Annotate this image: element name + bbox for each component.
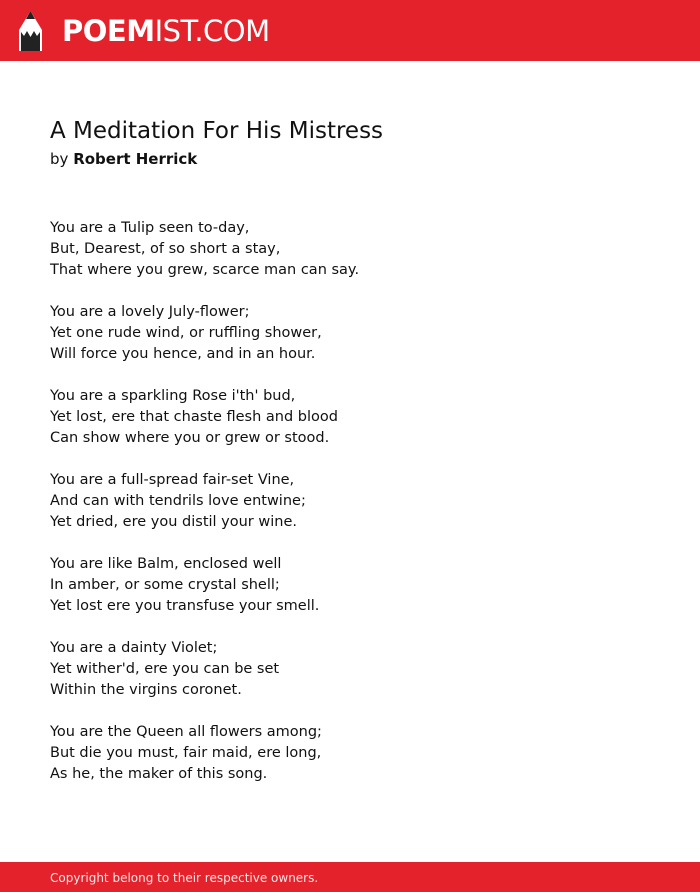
poem-line: In amber, or some crystal shell; — [50, 577, 280, 593]
poem-line: But, Dearest, of so short a stay, — [50, 241, 281, 257]
poem-line: Within the virgins coronet. — [50, 682, 242, 698]
poem-line: Will force you hence, and in an hour. — [50, 346, 316, 362]
by-label: by — [50, 150, 69, 168]
poem-line: You are a sparkling Rose i'th' bud, — [50, 388, 296, 404]
logo-light-text: IST.COM — [154, 14, 270, 48]
stanza — [50, 470, 650, 533]
poem-line: As he, the maker of this song. — [50, 766, 268, 782]
poem-line: Can show where you or grew or stood. — [50, 430, 330, 446]
poem-line: But die you must, fair maid, ere long, — [50, 745, 322, 761]
poem-body — [50, 218, 650, 806]
stanza — [50, 386, 650, 449]
stanza — [50, 218, 650, 281]
copyright-notice: Copyright belong to their respective owners. — [50, 871, 319, 885]
site-footer — [0, 862, 700, 892]
logo-bold-text: POEM — [62, 14, 155, 48]
author-name: Robert Herrick — [73, 150, 198, 168]
poem-line: You are a full-spread fair-set Vine, — [50, 472, 295, 488]
stanza — [50, 302, 650, 365]
poem-line: You are the Queen all flowers among; — [50, 724, 322, 740]
poem-title: A Meditation For His Mistress — [50, 118, 384, 144]
stanza — [50, 638, 650, 701]
site-logo-link[interactable] — [62, 12, 270, 50]
pencil-icon — [18, 10, 43, 52]
poem-line: And can with tendrils love entwine; — [50, 493, 306, 509]
poem-line: You are a lovely July-flower; — [50, 304, 250, 320]
site-header — [0, 0, 700, 61]
byline — [50, 148, 197, 170]
poem-line: You are a dainty Violet; — [50, 640, 218, 656]
poem-line: Yet lost ere you transfuse your smell. — [50, 598, 320, 614]
stanza — [50, 554, 650, 617]
poem-line: Yet lost, ere that chaste flesh and blood — [50, 409, 338, 425]
stanza — [50, 722, 650, 785]
poem-line: You are a Tulip seen to-day, — [50, 220, 250, 236]
poem-line: Yet dried, ere you distil your wine. — [50, 514, 297, 530]
poem-line: You are like Balm, enclosed well — [50, 556, 282, 572]
poem-line: Yet wither'd, ere you can be set — [50, 661, 280, 677]
poem-line: That where you grew, scarce man can say. — [50, 262, 360, 278]
poem-line: Yet one rude wind, or ruffling shower, — [50, 325, 322, 341]
